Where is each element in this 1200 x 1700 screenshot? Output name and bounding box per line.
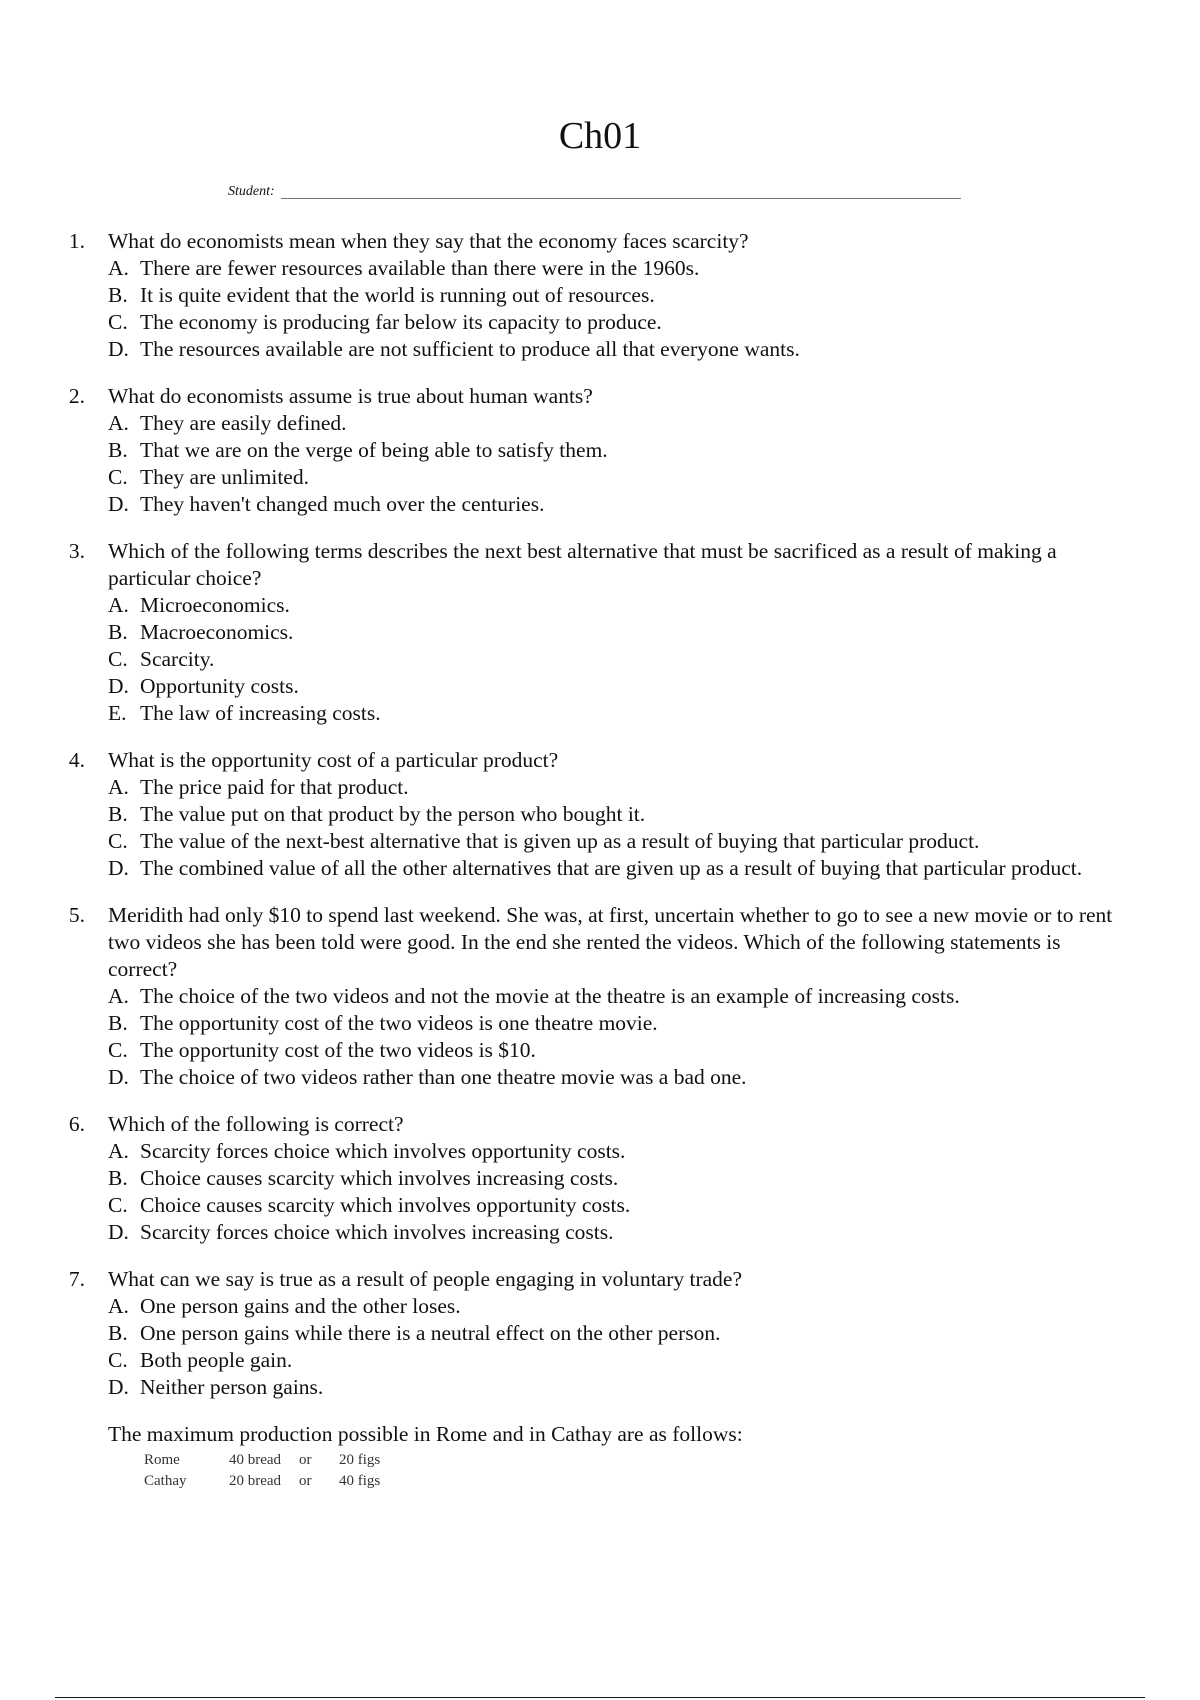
option-letter: B.: [108, 283, 128, 307]
option-text: The economy is producing far below its capacity to produce.: [140, 310, 662, 334]
table-row: [144, 1450, 380, 1471]
option-list: [108, 983, 1200, 1091]
option-text: The combined value of all the other alternatives that are given up as a result of buying that particular product.: [140, 856, 1083, 880]
country-cell: Rome: [144, 1452, 180, 1468]
question-2: [0, 383, 1200, 518]
option-letter: D.: [108, 492, 129, 516]
option-text: There are fewer resources available than there were in the 1960s.: [140, 256, 700, 280]
option-letter: A.: [108, 593, 129, 617]
option-text: The choice of two videos rather than one theatre movie was a bad one.: [140, 1065, 747, 1089]
option-b: [108, 619, 1200, 646]
option-b: [108, 437, 1200, 464]
option-letter: A.: [108, 984, 129, 1008]
option-text: One person gains while there is a neutral effect on the other person.: [140, 1321, 721, 1345]
question-number: 2.: [68, 384, 85, 408]
option-text: Scarcity.: [140, 647, 215, 671]
option-a: [108, 774, 1200, 801]
option-letter: C.: [108, 647, 128, 671]
option-text: The law of increasing costs.: [140, 701, 381, 725]
option-text: They haven't changed much over the centuries.: [140, 492, 545, 516]
option-letter: D.: [108, 674, 129, 698]
option-text: The opportunity cost of the two videos is one theatre movie.: [140, 1011, 658, 1035]
page-title: Ch01: [558, 115, 642, 157]
option-list: [108, 1138, 1200, 1246]
option-letter: B.: [108, 1321, 128, 1345]
option-letter: D.: [108, 1220, 129, 1244]
option-list: [108, 255, 1200, 363]
option-text: The opportunity cost of the two videos is $10.: [140, 1038, 536, 1062]
option-list: [108, 774, 1200, 882]
or-cell: or: [299, 1473, 312, 1489]
question-text: Meridith had only $10 to spend last weekend. She was, at first, uncertain whether to go to see a new movie or to rent two videos she has been told were good. In the end she rented the videos. Which of the following statements is correct?: [108, 903, 1113, 981]
option-b: [108, 801, 1200, 828]
option-letter: C.: [108, 1193, 128, 1217]
table-row: [144, 1471, 380, 1492]
option-letter: B.: [108, 620, 128, 644]
question-1: [0, 228, 1200, 363]
bread-cell: 20 bread: [229, 1473, 282, 1489]
option-c: [108, 646, 1200, 673]
question-number: 4.: [68, 748, 85, 772]
option-text: The value put on that product by the person who bought it.: [140, 802, 646, 826]
option-b: [108, 282, 1200, 309]
option-d: [108, 855, 1200, 882]
option-c: [108, 1347, 1200, 1374]
option-text: They are easily defined.: [140, 411, 347, 435]
student-label: Student:: [228, 184, 275, 199]
figs-cell: 20 figs: [339, 1452, 381, 1468]
option-text: They are unlimited.: [140, 465, 309, 489]
option-text: Neither person gains.: [140, 1375, 324, 1399]
option-d: [108, 673, 1200, 700]
question-3: [0, 538, 1200, 727]
option-text: Both people gain.: [140, 1348, 293, 1372]
option-text: Scarcity forces choice which involves increasing costs.: [140, 1220, 614, 1244]
figs-cell: 40 figs: [339, 1473, 381, 1489]
question-4: [0, 747, 1200, 882]
option-letter: A.: [108, 775, 129, 799]
option-list: [108, 410, 1200, 518]
question-6: [0, 1111, 1200, 1246]
option-text: Opportunity costs.: [140, 674, 299, 698]
option-letter: B.: [108, 438, 128, 462]
option-c: [108, 828, 1200, 855]
option-text: Choice causes scarcity which involves opportunity costs.: [140, 1193, 631, 1217]
question-text: What do economists assume is true about human wants?: [108, 384, 593, 408]
option-c: [108, 464, 1200, 491]
production-intro: The maximum production possible in Rome and in Cathay are as follows:: [108, 1422, 743, 1446]
option-list: [108, 592, 1200, 727]
option-b: [108, 1165, 1200, 1192]
option-letter: B.: [108, 1011, 128, 1035]
option-text: The choice of the two videos and not the movie at the theatre is an example of increasing costs.: [140, 984, 960, 1008]
bread-cell: 40 bread: [229, 1452, 282, 1468]
option-text: The price paid for that product.: [140, 775, 409, 799]
question-list: [0, 228, 1200, 1492]
option-d: [108, 336, 1200, 363]
question-5: [0, 902, 1200, 1091]
option-c: [108, 309, 1200, 336]
student-field: [228, 183, 961, 201]
option-letter: A.: [108, 1294, 129, 1318]
option-text: It is quite evident that the world is running out of resources.: [140, 283, 655, 307]
option-text: Microeconomics.: [140, 593, 290, 617]
or-cell: or: [299, 1452, 312, 1468]
option-list: [108, 1293, 1200, 1401]
question-text: What do economists mean when they say that the economy faces scarcity?: [108, 229, 749, 253]
option-text: Scarcity forces choice which involves opportunity costs.: [140, 1139, 626, 1163]
footer-rule: [55, 1697, 1145, 1698]
option-b: [108, 1010, 1200, 1037]
option-text: One person gains and the other loses.: [140, 1294, 461, 1318]
option-letter: C.: [108, 310, 128, 334]
question-number: 3.: [68, 539, 85, 563]
country-cell: Cathay: [144, 1473, 187, 1489]
question-text: What is the opportunity cost of a particular product?: [108, 748, 559, 772]
option-c: [108, 1037, 1200, 1064]
option-d: [108, 1064, 1200, 1091]
option-a: [108, 1293, 1200, 1320]
question-number: 1.: [68, 229, 85, 253]
option-a: [108, 592, 1200, 619]
option-letter: C.: [108, 1348, 128, 1372]
option-text: The value of the next-best alternative that is given up as a result of buying that particular product.: [140, 829, 980, 853]
question-number: 6.: [68, 1112, 85, 1136]
option-d: [108, 491, 1200, 518]
option-text: Macroeconomics.: [140, 620, 294, 644]
option-letter: C.: [108, 829, 128, 853]
question-text: Which of the following terms describes the next best alternative that must be sacrificed as a result of making a particular choice?: [108, 539, 1057, 590]
option-d: [108, 1219, 1200, 1246]
question-text: Which of the following is correct?: [108, 1112, 404, 1136]
question-7: [0, 1266, 1200, 1401]
production-table: [144, 1450, 380, 1492]
option-letter: A.: [108, 256, 129, 280]
option-a: [108, 983, 1200, 1010]
option-c: [108, 1192, 1200, 1219]
option-letter: C.: [108, 1038, 128, 1062]
option-text: That we are on the verge of being able to satisfy them.: [140, 438, 608, 462]
option-letter: D.: [108, 1375, 129, 1399]
option-text: Choice causes scarcity which involves increasing costs.: [140, 1166, 619, 1190]
student-name-line[interactable]: [281, 198, 961, 199]
option-letter: D.: [108, 856, 129, 880]
option-letter: A.: [108, 1139, 129, 1163]
option-d: [108, 1374, 1200, 1401]
option-e: [108, 700, 1200, 727]
option-letter: A.: [108, 411, 129, 435]
option-b: [108, 1320, 1200, 1347]
option-letter: C.: [108, 465, 128, 489]
option-a: [108, 1138, 1200, 1165]
option-a: [108, 255, 1200, 282]
question-number: 7.: [68, 1267, 85, 1291]
option-letter: B.: [108, 1166, 128, 1190]
option-letter: B.: [108, 802, 128, 826]
option-letter: D.: [108, 337, 129, 361]
option-letter: E.: [108, 701, 127, 725]
option-text: The resources available are not sufficient to produce all that everyone wants.: [140, 337, 800, 361]
question-text: What can we say is true as a result of people engaging in voluntary trade?: [108, 1267, 743, 1291]
option-letter: D.: [108, 1065, 129, 1089]
question-number: 5.: [68, 903, 85, 927]
option-a: [108, 410, 1200, 437]
